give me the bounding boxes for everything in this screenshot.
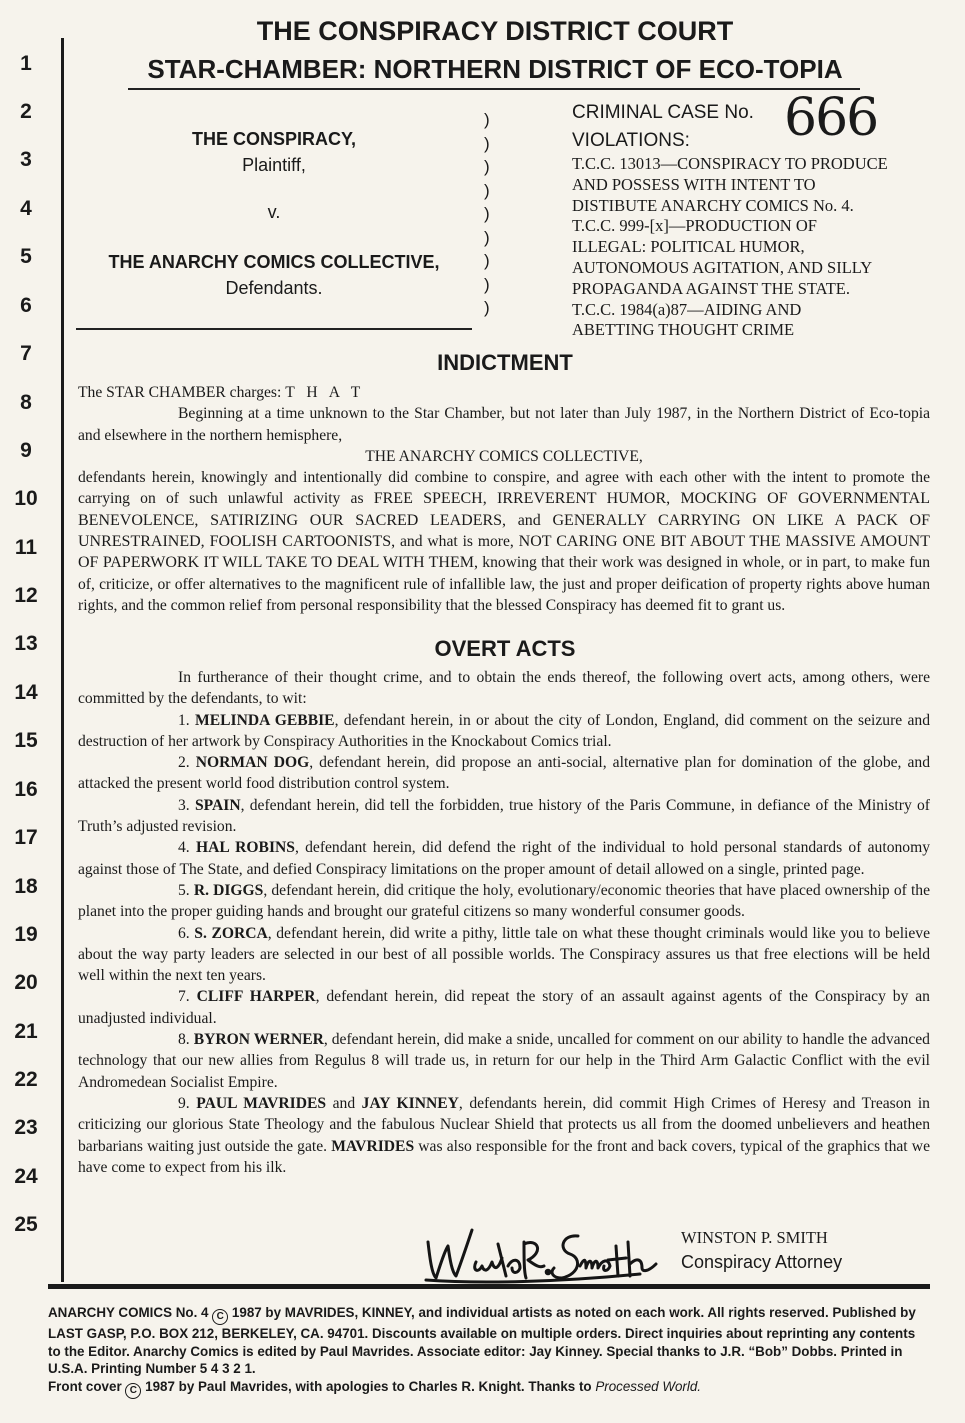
copyright-icon: C xyxy=(125,1383,141,1399)
violations-list: T.C.C. 13013—CONSPIRACY TO PRODUCE AND POSSESS WITH INTENT TO DISTIBUTE ANARCHY COMICS No. 4. T.C.C. 999-[x]—PRODUCTION OF ILLEGAL: POLITICAL HUMOR, AUTONOMOUS AGITATION, AND SILLY PROPAGANDA AGAINST THE STATE. T.C.C. 1984(a)87—AIDING AND ABETTING THOUGHT CRIME xyxy=(572,154,937,341)
line-number: 5 xyxy=(20,245,32,268)
indictment-heading: INDICTMENT xyxy=(437,350,573,375)
overt-acts-heading: OVERT ACTS xyxy=(434,636,576,661)
indictment-body: The STAR CHAMBER charges: T H A T Beginning at a time unknown to the Star Chamber, but not later than July 1987, in the Northern District of Eco-topia and elsewhere in the northern hemisphere, THE ANARCHY COMICS COLLECTIVE, defendants herein, knowingly and intentionally did combine to conspire, and agree with each other with the intent to promote the carrying on of such unlawful activity as FREE SPEECH, IRREVERENT HUMOR, MOCKING OF GOVERNMENTAL BENEVOLENCE, SATIRIZING OUR SACRED LEADERS, and GENERALLY CARRYING ON LIKE A PACK OF UNRESTRAINED, FOOLISH CARTOONISTS, and what is more, NOT CARING ONE BIT ABOUT THE MASSIVE AMOUNT OF PAPERWORK IT WILL TAKE TO DEAL WITH THEM, knowing that their work was designed in whole, or in part, to make fun of, criticize, or offer alternatives to the magnificent rule of infallible law, the just and proper deification of property rights above human rights, and the common relief from personal responsibility that the blessed Conspiracy has deemed fit to grant us. xyxy=(78,384,931,614)
line-number: 20 xyxy=(14,971,38,994)
attorney-title: Conspiracy Attorney xyxy=(681,1252,843,1272)
overt-acts-body: In furtherance of their thought crime, and to obtain the ends thereof, the following overt acts, among others, were committed by the defendants, to wit: 1. MELINDA GEBBIE, defendant herein, in or about the city of London, England, did comment on the seizure and destruction of her artwork by Conspiracy Authorities in the Knockabout Comics trial. 2. NORMAN DOG, defendant herein, did propose an anti-social, alternative plan for domination of the globe, and attacked the present world food distribution control system. 3. SPAIN, defendant herein, did tell the forbidden, true history of the Paris Commune, in defiance of the Ministry of Truth’s adjusted revision. 4. HAL ROBINS, defendant herein, did defend the right of the individual to hold personal standards of autonomy against those of The State, and defied Conspiracy limitations on the proper amount of detail allowed on a single, printed page. 5. R. DIGGS, defendant herein, did critique the holy, evolutionary/economic theories that have placed ownership of the planet into the proper guiding hands and brought our grateful citizens so many wonderful consumer goods. 6. S. ZORCA, defendant herein, did write a pithy, little tale on what these thought criminals would like you to believe about the way party leaders are selected in our best of all possible worlds. The Conspiracy assures us that free elections will be held well within the next ten years. 7. CLIFF HARPER, defendant herein, did repeat the story of an assault against agents of the Conspiracy by an unadjusted individual. 8. BYRON WERNER, defendant herein, did make a snide, uncalled for comment on our ability to handle the advanced technology that our new allies from Regulus 8 will trade us, in return for our help in the Third Arm Galactic Conflict with the evil Andromedean Socialist Empire. 9. PAUL MAVRIDES and JAY KINNEY, defendants herein, did commit High Crimes of Heresy and Treason in criticizing our glorious State Theology and the fabulous Nuclear Shield that protects us all from the doomed unbelievers and heathen barbarians waiting just outside the gate. MAVRIDES was also responsible for the front and back covers, typical of the graphics that we have come to expect from his ilk. xyxy=(78,667,930,1178)
case-number: 666 xyxy=(784,88,878,148)
overt-act: 4. HAL ROBINS, defendant herein, did defend the right of the individual to hold personal standards of autonomy against those of The State, and defied Conspiracy limitations on the proper amount of detail allowed on a single, printed page. xyxy=(78,839,931,878)
attorney-name: WINSTON P. SMITH xyxy=(681,1228,828,1247)
overt-act: 6. S. ZORCA, defendant herein, did write a pithy, little tale on what these thought criminals would like you to believe about the way party leaders are selected in our best of all possible worlds. The Conspiracy assures us that free elections will be held well within the next ten years. xyxy=(78,924,931,985)
overt-act: 7. CLIFF HARPER, defendant herein, did repeat the story of an assault against agents of the Conspiracy by an unadjusted individual. xyxy=(78,988,930,1027)
case-label: CRIMINAL CASE No. xyxy=(572,102,754,123)
court-name: THE CONSPIRACY DISTRICT COURT xyxy=(256,16,734,46)
defendant-name: THE ANARCHY COMICS COLLECTIVE, xyxy=(108,252,440,272)
copyright-icon: C xyxy=(212,1309,228,1325)
court-district: STAR-CHAMBER: NORTHERN DISTRICT OF ECO-TOPIA xyxy=(147,54,843,84)
plaintiff-role: Plaintiff, xyxy=(242,155,306,175)
line-number: 21 xyxy=(14,1020,38,1043)
overt-act: 5. R. DIGGS, defendant herein, did critique the holy, evolutionary/economic theories that have placed ownership of the planet into the proper guiding hands and brought our grateful citizens so many wonderful consumer goods. xyxy=(78,881,930,921)
defendant-role: Defendants. xyxy=(225,278,323,298)
overt-act: 2. NORMAN DOG, defendant herein, did propose an anti-social, alternative plan for domination of the globe, and attacked the present world food distribution control system. xyxy=(78,754,931,793)
charge-item: T.C.C. 13013—CONSPIRACY TO PRODUCE xyxy=(572,154,888,173)
handwritten-signature xyxy=(420,1222,660,1286)
line-number: 4 xyxy=(20,197,32,220)
overt-act: 3. SPAIN, defendant herein, did tell the forbidden, true history of the Paris Commune, in defiance of the Ministry of Truth’s adjusted revision. xyxy=(78,796,930,836)
line-number: 10 xyxy=(14,487,38,510)
versus: v. xyxy=(267,202,281,222)
violations-label: VIOLATIONS: xyxy=(572,130,690,151)
line-number: 25 xyxy=(14,1213,38,1236)
overt-act: 1. MELINDA GEBBIE, defendant herein, in or about the city of London, England, did comment on the seizure and destruction of her artwork by Conspiracy Authorities in the Knockabout Comics trial. xyxy=(78,711,930,750)
line-number: 9 xyxy=(20,439,32,462)
line-number: 6 xyxy=(20,294,32,317)
line-number: 8 xyxy=(20,391,32,414)
plaintiff-name: THE CONSPIRACY, xyxy=(191,129,357,149)
line-number: 12 xyxy=(14,584,38,607)
line-number: 17 xyxy=(14,826,38,849)
footer-credits: ANARCHY COMICS No. 4 C 1987 by MAVRIDES, KINNEY, and individual artists as noted on each work. All rights reserved. Published by LAST GASP, P.O. BOX 212, BERKELEY, CA. 94701. Discounts available on multiple orders. Direct inquiries about reprinting any contents to the Editor. Anarchy Comics is edited by Paul Mavrides. Associate editor: Jay Kinney. Special thanks to J.R. “Bob” Dobbs. Printed in U.S.A. Printing Number 5 4 3 2 1. Front cover C 1987 by Paul Mavrides, with apologies to Charles R. Knight. Thanks to Processed World. xyxy=(48,1304,928,1399)
caption-brackets: ) ) ) ) ) ) ) ) ) xyxy=(484,110,490,317)
line-number: 1 xyxy=(20,52,32,75)
line-number: 13 xyxy=(14,632,38,655)
overt-act: 8. BYRON WERNER, defendant herein, did make a snide, uncalled for comment on our ability to handle the advanced technology that our new allies from Regulus 8 will trade us, in return for our help in the Third Arm Galactic Conflict with the evil Andromedean Socialist Empire. xyxy=(78,1031,930,1091)
line-number: 16 xyxy=(14,778,38,801)
line-number: 14 xyxy=(14,681,38,704)
line-number: 18 xyxy=(14,875,38,898)
line-number: 2 xyxy=(20,100,32,123)
charge-item: T.C.C. 1984(a)87—AIDING AND xyxy=(572,299,802,319)
line-number: 7 xyxy=(20,342,32,365)
line-number: 15 xyxy=(14,729,38,752)
footer-rule xyxy=(48,1284,930,1289)
header-rule xyxy=(128,88,860,90)
line-number: 11 xyxy=(14,536,38,559)
line-number: 3 xyxy=(20,148,32,171)
line-number: 19 xyxy=(14,923,38,946)
overt-act: 9. PAUL MAVRIDES and JAY KINNEY, defendants herein, did commit High Crimes of Heresy and Treason in criticizing our glorious State Theology and the fabulous Nuclear Shield that protects us all from the doomed unbelievers and heathen barbarians waiting just outside the gate. MAVRIDES was also responsible for the front and back covers, typical of the graphics that we have come to expect from his ilk. xyxy=(78,1094,930,1176)
line-number: 22 xyxy=(14,1068,38,1091)
caption-rule xyxy=(76,328,472,330)
line-number: 24 xyxy=(14,1165,38,1188)
line-number: 23 xyxy=(14,1116,38,1139)
margin-line xyxy=(61,38,64,1282)
charge-item: T.C.C. 999-[x]—PRODUCTION OF xyxy=(572,216,817,236)
